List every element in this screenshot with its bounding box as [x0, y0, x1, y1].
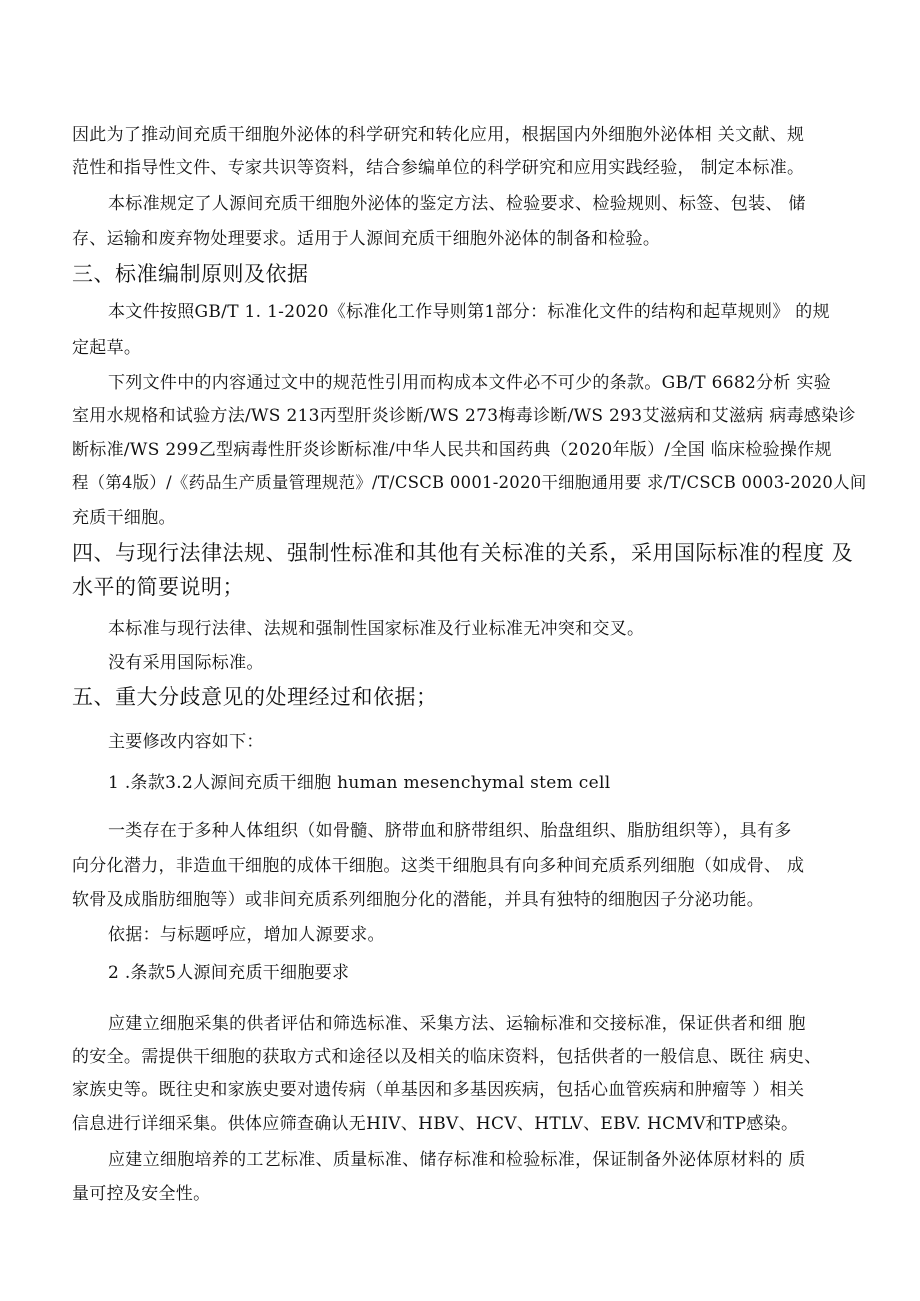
paragraph-line: 充质干细胞。	[72, 508, 176, 528]
paragraph-line: 信息进行详细采集。供体应筛查确认无HIV、HBV、HCV、HTLV、EBV. HCMV和TP感染。	[72, 1114, 799, 1134]
paragraph-line: 断标准/WS 299乙型病毒性肝炎诊断标准/中华人民共和国药典（2020年版）/全国 临床检验操作规	[72, 440, 832, 460]
paragraph-line: 下列文件中的内容通过文中的规范性引用而构成本文件必不可少的条款。GB/T 6682分析 实验	[108, 373, 832, 393]
paragraph-line: 家族史等。既往史和家族史要对遗传病（单基因和多基因疾病，包括心血管疾病和肿瘤等 ）相关	[72, 1080, 805, 1100]
paragraph-line: 量可控及安全性。	[72, 1184, 211, 1204]
clause-item-2: 2 .条款5人源间充质干细胞要求	[108, 963, 350, 983]
paragraph-line: 应建立细胞培养的工艺标准、质量标准、储存标准和检验标准，保证制备外泌体原材料的 质	[108, 1150, 806, 1170]
paragraph-line: 室用水规格和试验方法/WS 213丙型肝炎诊断/WS 273梅毒诊断/WS 293艾滋病和艾滋病 病毒感染诊	[72, 406, 856, 426]
paragraph-line: 向分化潜力，非造血干细胞的成体干细胞。这类干细胞具有向多种间充质系列细胞（如成骨、 成	[72, 856, 805, 876]
paragraph-line: 本文件按照GB/T 1. 1-2020《标准化工作导则第1部分：标准化文件的结构和起草规则》 的规	[108, 302, 830, 322]
clause-item-1: 1 .条款3.2人源间充质干细胞 human mesenchymal stem cell	[108, 773, 611, 793]
paragraph-line: 依据：与标题呼应，增加人源要求。	[108, 925, 385, 945]
paragraph-line: 软骨及成脂肪细胞等）或非间充质系列细胞分化的潜能，并具有独特的细胞因子分泌功能。	[72, 890, 764, 910]
paragraph-line: 应建立细胞采集的供者评估和筛选标准、采集方法、运输标准和交接标准，保证供者和细 胞	[108, 1014, 806, 1034]
section-heading-5: 五、重大分歧意见的处理经过和依据；	[72, 685, 438, 709]
section-heading-4: 四、与现行法律法规、强制性标准和其他有关标准的关系，采用国际标准的程度 及	[72, 541, 854, 565]
section-heading-4-cont: 水平的简要说明；	[72, 575, 244, 599]
paragraph-line: 主要修改内容如下：	[108, 732, 264, 752]
paragraph-line: 一类存在于多种人体组织（如骨髓、脐带血和脐带组织、胎盘组织、脂肪组织等），具有多	[108, 821, 792, 841]
paragraph-line: 本标准与现行法律、法规和强制性国家标准及行业标准无冲突和交叉。	[108, 619, 645, 639]
paragraph-line: 存、运输和废弃物处理要求。适用于人源间充质干细胞外泌体的制备和检验。	[72, 229, 661, 249]
paragraph-line: 本标准规定了人源间充质干细胞外泌体的鉴定方法、检验要求、检验规则、标签、包装、 储	[108, 194, 806, 214]
paragraph-line: 范性和指导性文件、专家共识等资料，结合参编单位的科学研究和应用实践经验， 制定本标准。	[72, 158, 805, 178]
paragraph-line: 因此为了推动间充质干细胞外泌体的科学研究和转化应用，根据国内外细胞外泌体相 关文献、规	[72, 125, 805, 145]
paragraph-line: 定起草。	[72, 338, 142, 358]
paragraph-line: 没有采用国际标准。	[108, 653, 264, 673]
section-heading-3: 三、标准编制原则及依据	[72, 262, 309, 286]
paragraph-line: 程（第4版）/《药品生产质量管理规范》/T/CSCB 0001-2020干细胞通用要 求/T/CSCB 0003-2020人间	[72, 473, 867, 492]
paragraph-line: 的安全。需提供干细胞的获取方式和途径以及相关的临床资料，包括供者的一般信息、既往 病史、	[72, 1047, 822, 1067]
